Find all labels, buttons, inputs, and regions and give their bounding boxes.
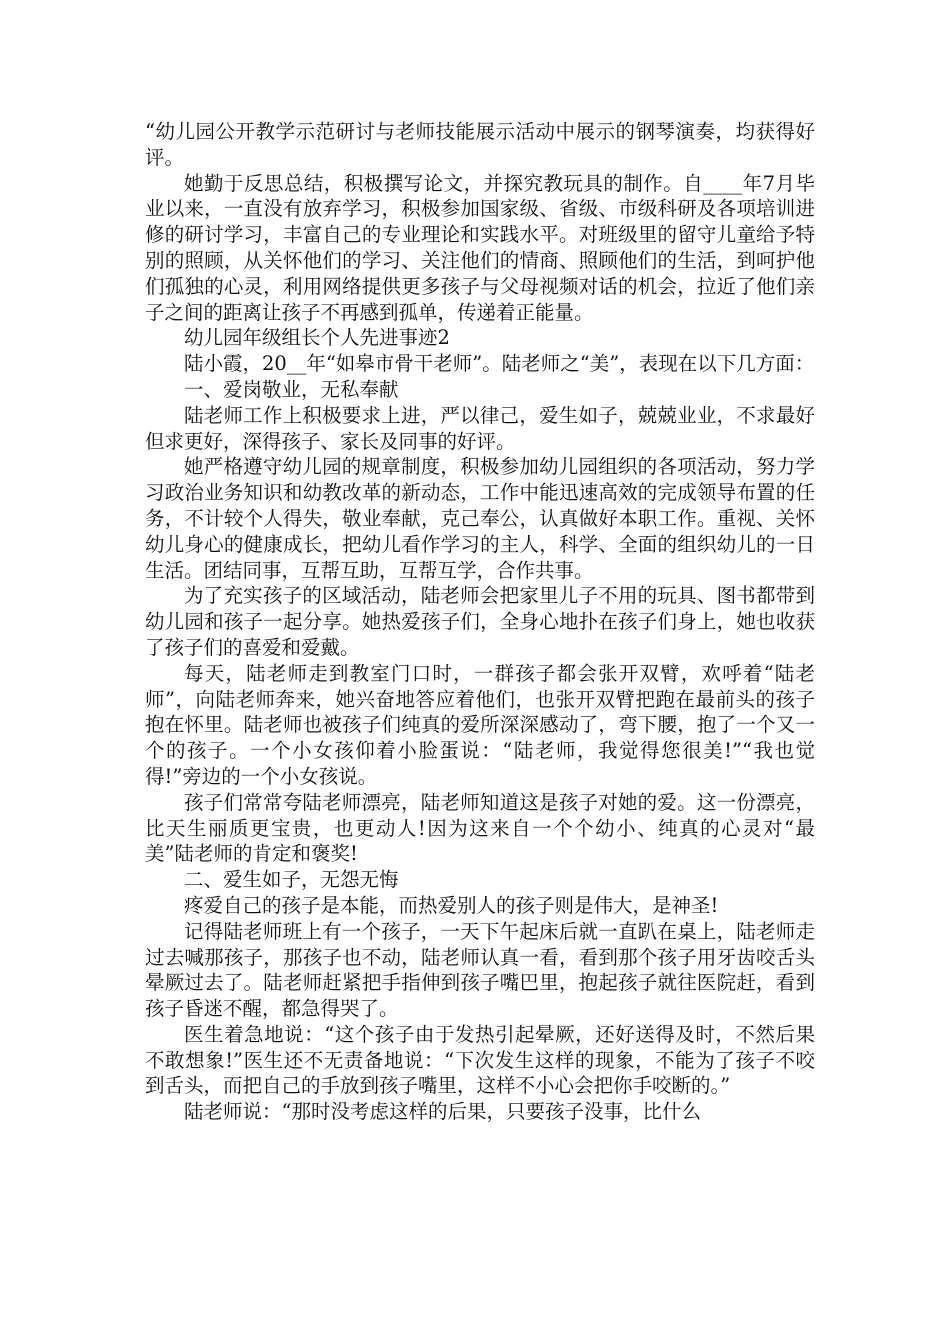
section-heading: 一、爱岗敬业，无私奉献 <box>184 377 399 401</box>
section-heading: 幼儿园年级组长个人先进事迹2 <box>184 326 450 350</box>
paragraph: 疼爱自己的孩子是本能，而热爱别人的孩子则是伟大，是神圣! <box>184 893 719 917</box>
paragraph: 陆老师说：“那时没考虑这样的后果，只要孩子没事，比什么 <box>184 1100 701 1124</box>
paragraph: 为了充实孩子的区域活动，陆老师会把家里儿子不用的玩具、图书都带到幼儿园和孩子一起分享。她热爱孩子们，全身心地扑在孩子们身上，她也收获了孩子们的喜爱和爱戴。 <box>145 584 815 659</box>
document-body <box>145 119 815 1125</box>
paragraph: 每天，陆老师走到教室门口时，一群孩子都会张开双臂，欢呼着“陆老师”，向陆老师奔来，她兴奋地答应着他们，也张开双臂把跑在最前头的孩子抱在怀里。陆老师也被孩子们纯真的爱所深深感动了，弯下腰，抱了一个又一个的孩子。一个小女孩仰着小脸蛋说：“陆老师，我觉得您很美!”“我也觉得!”旁边的一个小女孩说。 <box>145 661 815 788</box>
paragraph: 记得陆老师班上有一个孩子，一天下午起床后就一直趴在桌上，陆老师走过去喊那孩子，那孩子也不动，陆老师认真一看，看到那个孩子用牙齿咬舌头晕厥过去了。陆老师赶紧把手指伸到孩子嘴巴里，抱起孩子就往医院赶，看到孩子昏迷不醒，都急得哭了。 <box>145 919 815 1021</box>
paragraph: 她勤于反思总结，积极撰写论文，并探究教玩具的制作。自____年7月毕业以来，一直没有放弃学习，积极参加国家级、省级、市级科研及各项培训进修的研讨学习，丰富自己的专业理论和实践水平。对班级里的留守儿童给予特别的照顾，从关怀他们的学习、关注他们的情商、照顾他们的生活，到呵护他们孤独的心灵，利用网络提供更多孩子与父母视频对话的机会，拉近了他们亲子之间的距离让孩子不再感到孤单，传递着正能量。 <box>145 171 815 324</box>
paragraph: 陆小霞，20__年“如皋市骨干老师”。陆老师之“美”，表现在以下几方面： <box>184 352 815 376</box>
paragraph: 医生着急地说：“这个孩子由于发热引起晕厥，还好送得及时，不然后果不敢想象!”医生还不无责备地说：“下次发生这样的现象，不能为了孩子不咬到舌头，而把自己的手放到孩子嘴里，这样不小心会把你手咬断的。” <box>145 1022 815 1098</box>
paragraph: 她严格遵守幼儿园的规章制度，积极参加幼儿园组织的各项活动，努力学习政治业务知识和幼教改革的新动态，工作中能迅速高效的完成领导布置的任务，不计较个人得失，敬业奉献，克己奉公，认真做好本职工作。重视、关怀幼儿身心的健康成长，把幼儿看作学习的主人，科学、全面的组织幼儿的一日生活。团结同事，互帮互助，互帮互学，合作共事。 <box>145 455 815 582</box>
section-heading: 二、爱生如子，无怨无悔 <box>184 868 399 892</box>
paragraph: 孩子们常常夸陆老师漂亮，陆老师知道这是孩子对她的爱。这一份漂亮，比天生丽质更宝贵，也更动人!因为这来自一个个幼小、纯真的心灵对“最美”陆老师的肯定和褒奖! <box>145 790 815 866</box>
paragraph: 陆老师工作上积极要求上进，严以律己，爱生如子，兢兢业业，不求最好但求更好，深得孩子、家长及同事的好评。 <box>145 403 815 453</box>
paragraph: “幼儿园公开教学示范研讨与老师技能展示活动中展示的钢琴演奏，均获得好评。 <box>145 120 815 169</box>
